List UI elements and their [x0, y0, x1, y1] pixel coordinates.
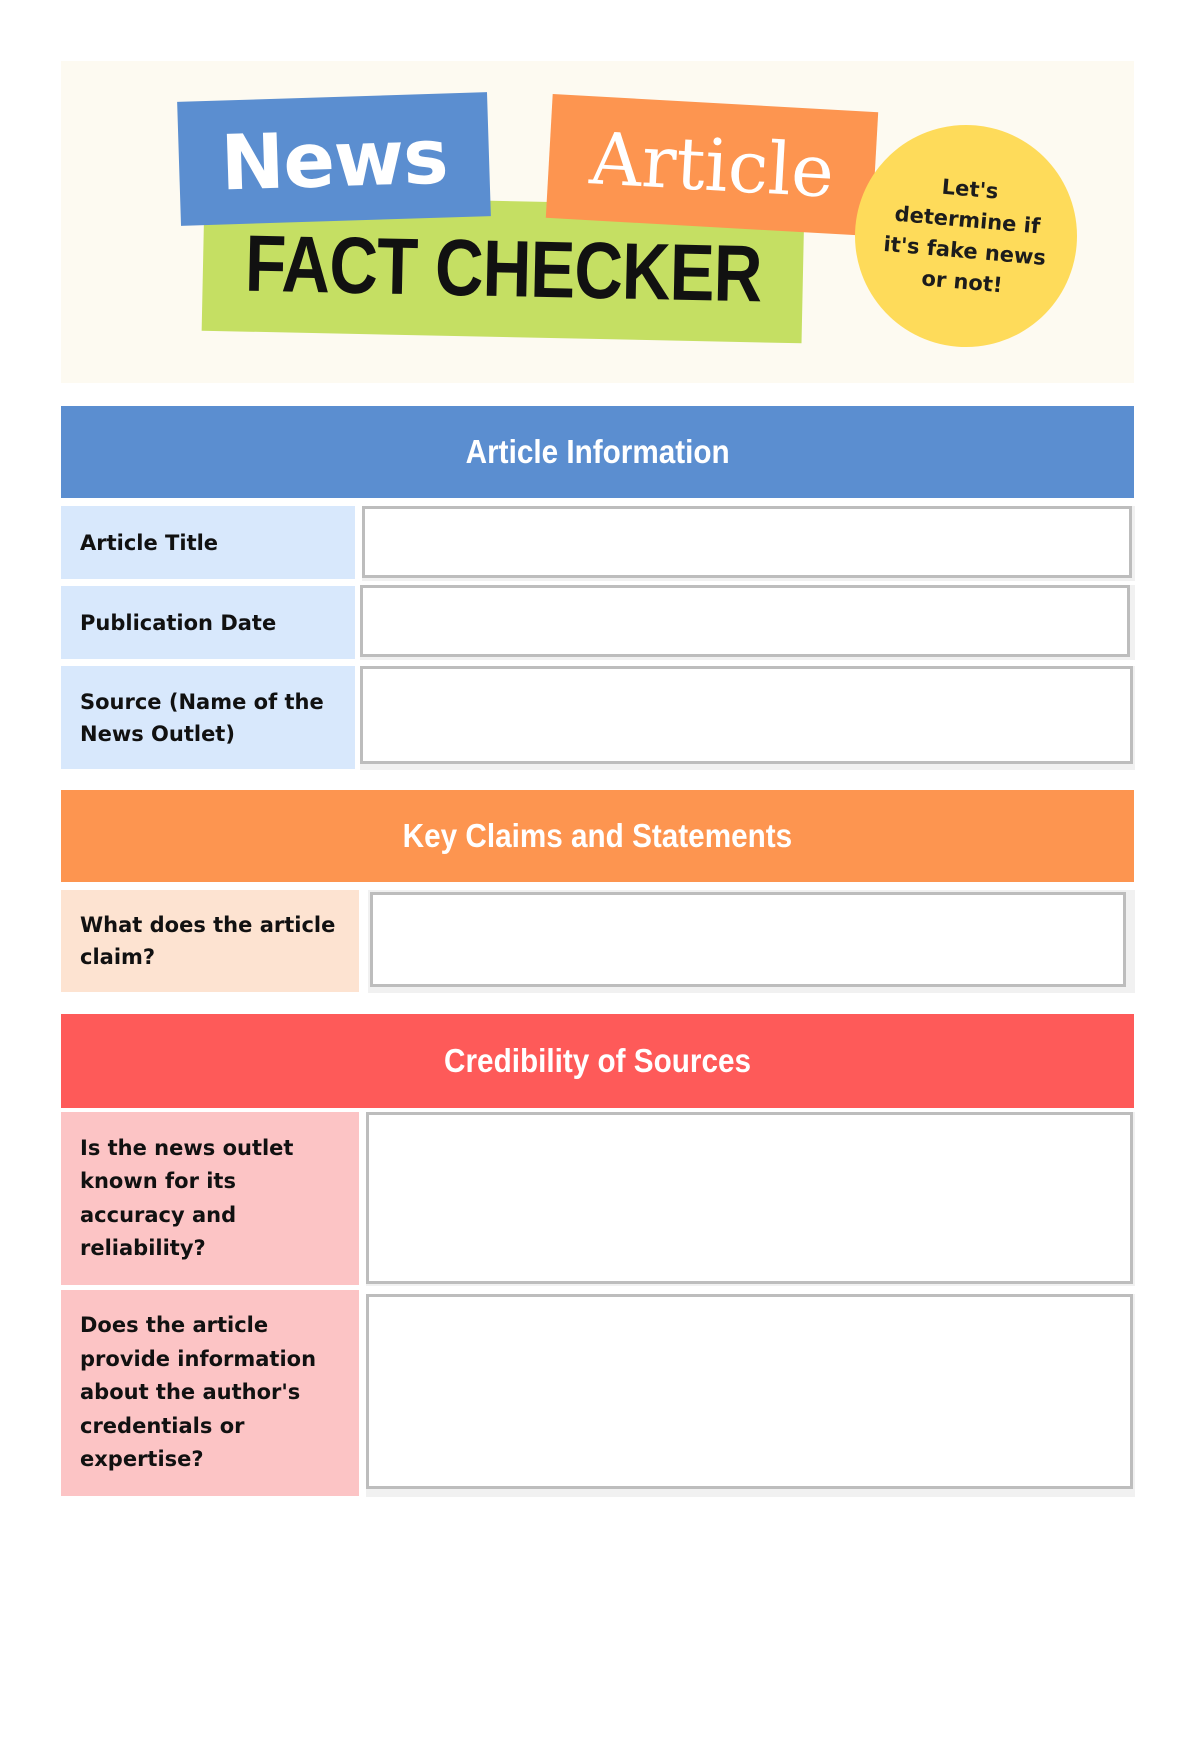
- author-credentials-field[interactable]: [366, 1294, 1133, 1489]
- publication-date-field[interactable]: [360, 585, 1130, 657]
- row-label-outlet-reliability: Is the news outlet known for its accuracy and reliability?: [61, 1112, 359, 1285]
- article-heading: Article: [587, 116, 837, 214]
- news-tag: [177, 92, 491, 226]
- section-title: Key Claims and Statements: [402, 817, 793, 854]
- row-label-article-title: Article Title: [61, 506, 355, 579]
- row-label-author-credentials: Does the article provide information about the author's credentials or expertise?: [61, 1290, 359, 1496]
- section-title: Credibility of Sources: [444, 1042, 751, 1079]
- section-title: Article Information: [465, 433, 730, 470]
- row-label-source: Source (Name of the News Outlet): [61, 666, 355, 769]
- section-header-article-information: [61, 406, 1134, 498]
- fact-checker-heading: FACT CHECKER: [243, 218, 763, 319]
- article-claim-field[interactable]: [370, 892, 1126, 987]
- outlet-reliability-field[interactable]: [366, 1112, 1133, 1284]
- tagline-text: Let's determine if it's fake news or not!: [882, 174, 1047, 298]
- section-header-credibility: [61, 1014, 1134, 1108]
- tagline-badge: [846, 116, 1087, 357]
- title-banner: [61, 61, 1134, 383]
- news-heading: News: [219, 110, 449, 208]
- section-header-key-claims: [61, 790, 1134, 882]
- article-title-field[interactable]: [362, 506, 1132, 578]
- article-tag: [546, 94, 878, 236]
- row-label-publication-date: Publication Date: [61, 586, 355, 659]
- row-label-article-claim: What does the article claim?: [61, 890, 359, 992]
- source-field[interactable]: [360, 666, 1133, 764]
